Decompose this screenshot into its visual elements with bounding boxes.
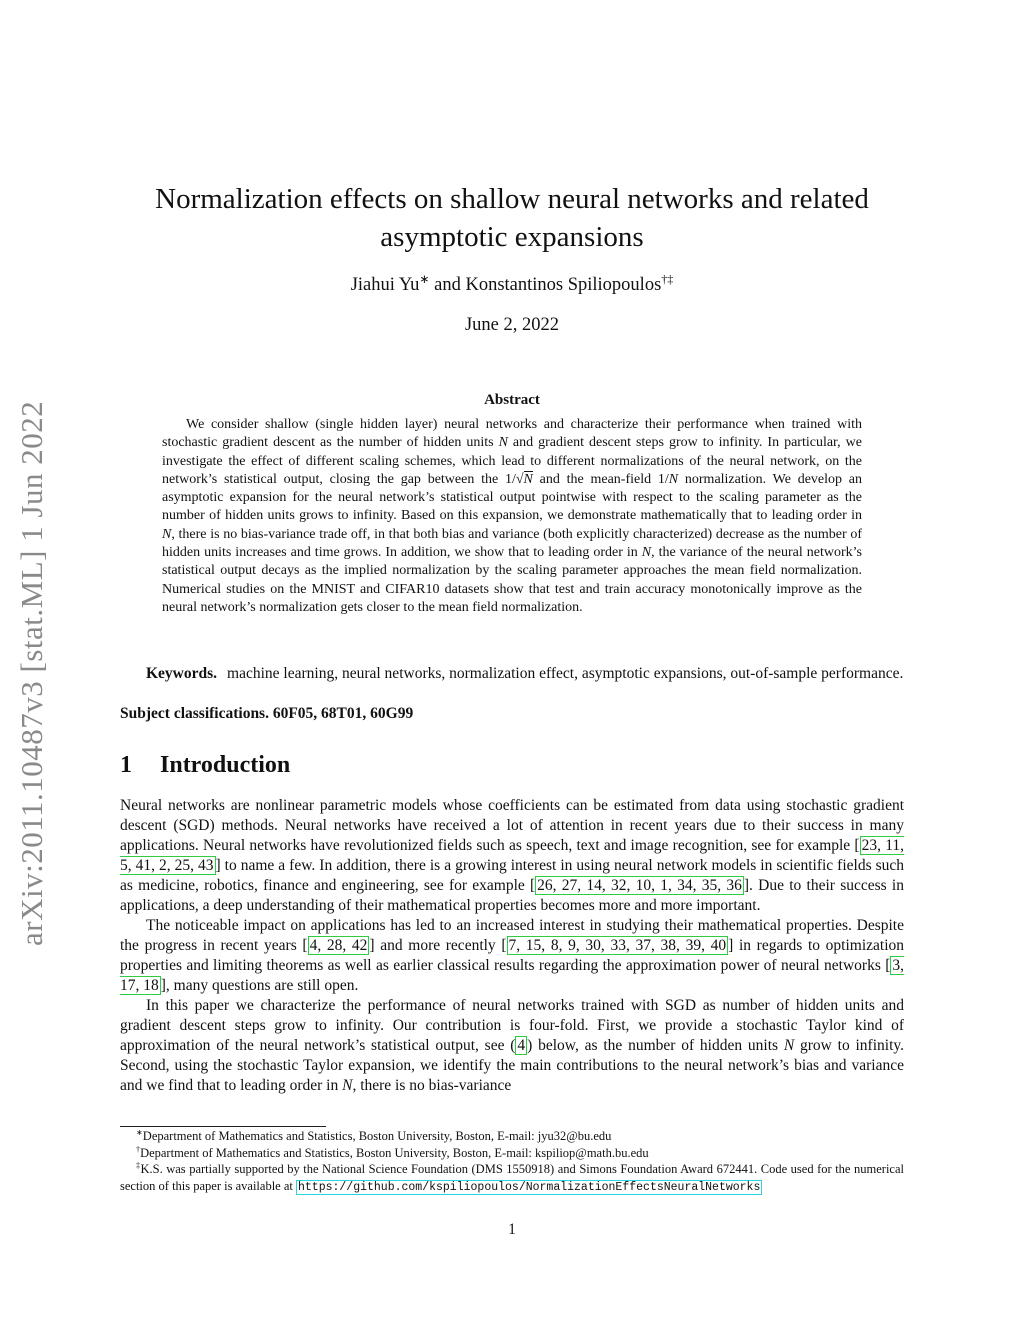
footnote-mark: ‡ [136, 1160, 141, 1170]
body-text: ], many questions are still open. [160, 977, 359, 994]
section-heading [120, 752, 290, 779]
abstract-math-var: N [668, 471, 679, 487]
footnote-text: Department of Mathematics and Statistics, Boston University, Boston, E-mail: jyu32@bu.edu [142, 1129, 612, 1143]
footnote-text: K.S. was partially supported by the National Science Foundation (DMS 1550918) and Simons Foundation Award 672441. Code used for the numerical section of this paper is available at [120, 1162, 904, 1193]
author-1: Jiahui Yu [350, 275, 420, 295]
equation-reference-link[interactable]: 4 [517, 1037, 526, 1054]
footnote-mark: † [136, 1144, 141, 1154]
body-text: , there is no bias-variance [352, 1077, 512, 1094]
author-2-footnote-mark[interactable]: †‡ [661, 271, 674, 286]
abstract-text: and gradient descent steps grow to infinity. In particular, we investigate the effect of different scaling schemes, which lead to different normalizations of the neural network, on the network’s statistical output, closing the gap between the 1/√ [162, 435, 862, 487]
abstract-text: normalization. We develop an asymptotic expansion for the neural network’s statistical output pointwise with respect to the scaling parameter as the number of hidden units grows to infinity. Based on this expansion, we demonstrate mathematically that to leading order in [162, 471, 863, 524]
keywords-text: machine learning, neural networks, normalization effect, asymptotic expansions, out-of-sample performance. [227, 665, 904, 682]
body-text: In this paper we characterize the performance of neural networks trained with SGD as number of hidden units and gradient descent steps grow to infinity. Our contribution is four-fold. First, we provide a stochastic Taylor kind of approximation of the neural network’s statistical output, see ( [120, 997, 904, 1054]
abstract-text: , the variance of the neural network’s statistical output decays as the implied normalization by the scaling parameter approaches the mean field normalization. Numerical studies on the MNIST and CIFAR10 datasets show that test and train accuracy monotonically improve as the neural network’s normalization gets closer to the mean field normalization. [162, 545, 862, 615]
title-line-2: asymptotic expansions [380, 221, 644, 253]
section-number: 1 [120, 752, 132, 778]
intro-paragraph-2 [120, 916, 904, 996]
math-var: N [342, 1077, 353, 1094]
intro-paragraph-1 [120, 796, 904, 916]
title-line-1: Normalization effects on shallow neural networks and related [155, 183, 869, 215]
introduction-body [120, 796, 904, 1096]
paper-title [120, 180, 904, 256]
body-text: grow to infinity. Second, using the stochastic Taylor expansion, we identify the main contributions to the neural network’s bias and variance and we find that to leading order in [120, 1037, 904, 1094]
author-1-footnote-mark[interactable]: ∗ [419, 271, 430, 286]
math-var: N [783, 1037, 795, 1054]
footnote-1 [120, 1128, 904, 1145]
abstract-body [162, 416, 862, 617]
abstract-math-var: N [162, 526, 172, 542]
footnote-3 [120, 1161, 904, 1196]
code-repository-link[interactable]: https://github.com/kspiliopoulos/NormalizationEffectsNeuralNetworks [297, 1180, 761, 1194]
citation-link[interactable]: 4, 28, 42 [309, 937, 368, 954]
footnote-divider [120, 1126, 326, 1127]
citation-link[interactable]: 23, 11, 5, 41, 2, 25, 43 [120, 837, 905, 874]
arxiv-identifier-stamp: arXiv:2011.10487v3 [stat.ML] 1 Jun 2022 [14, 400, 49, 946]
body-text: ] to name a few. In addition, there is a growing interest in using neural network models in scientific fields such as medicine, robotics, finance and engineering, see for example [ [120, 857, 905, 894]
author-separator: and [429, 275, 466, 295]
publication-date: June 2, 2022 [464, 315, 560, 335]
keywords-paragraph [120, 664, 904, 684]
keywords-label: Keywords. [146, 665, 218, 682]
abstract-heading: Abstract [484, 392, 540, 408]
citation-link[interactable]: 26, 27, 14, 32, 10, 1, 34, 35, 36 [537, 877, 742, 894]
abstract-math-var: N [641, 545, 652, 561]
body-text: ] and more recently [ [369, 937, 507, 954]
abstract-math-var: N [498, 435, 508, 451]
abstract-text: , there is no bias-variance trade off, in that both bias and variance (both explicitly characterized) decrease as the number of hidden units increases and time grows. In addition, we show that to leading order in [162, 526, 862, 561]
body-text: Neural networks are nonlinear parametric models whose coefficients can be estimated from data using stochastic gradient descent (SGD) methods. Neural networks have received a lot of attention in recent years due to their success in many applications. Neural networks have revolutionized fields such as speech, text and image recognition, see for example [ [120, 797, 904, 854]
author-2: Konstantinos Spiliopoulos [465, 275, 662, 295]
footnotes [120, 1128, 904, 1196]
section-title: Introduction [160, 752, 291, 778]
body-text: ] in regards to optimization properties and limiting theorems as well as earlier classical results regarding the approximation power of neural networks [ [120, 937, 905, 974]
page-number: 1 [508, 1221, 516, 1238]
citation-link[interactable]: 7, 15, 8, 9, 30, 33, 37, 38, 39, 40 [508, 937, 727, 954]
body-text: The noticeable impact on applications has led to an increased interest in studying their mathematical properties. Despite the progress in recent years [ [120, 917, 904, 954]
body-text: ) below, as the number of hidden units [527, 1037, 784, 1054]
author-line [120, 271, 904, 296]
footnote-mark: ∗ [136, 1127, 143, 1137]
subject-classifications: Subject classifications. 60F05, 68T01, 60G99 [120, 705, 414, 722]
footnote-2 [120, 1145, 904, 1162]
body-text: ]. Due to their success in applications, a deep understanding of their mathematical properties becomes more and more important. [120, 877, 904, 914]
citation-link[interactable]: 3, 17, 18 [120, 957, 904, 994]
footnote-text: Department of Mathematics and Statistics, Boston University, Boston, E-mail: kspiliop@math.bu.edu [140, 1145, 649, 1160]
abstract-text: We consider shallow (single hidden layer) neural networks and characterize their performance when trained with stochastic gradient descent as the number of hidden units [162, 417, 862, 451]
abstract-math-var: N [523, 471, 533, 487]
abstract-text: and the mean-field 1/ [532, 471, 669, 487]
intro-paragraph-3 [120, 996, 904, 1096]
